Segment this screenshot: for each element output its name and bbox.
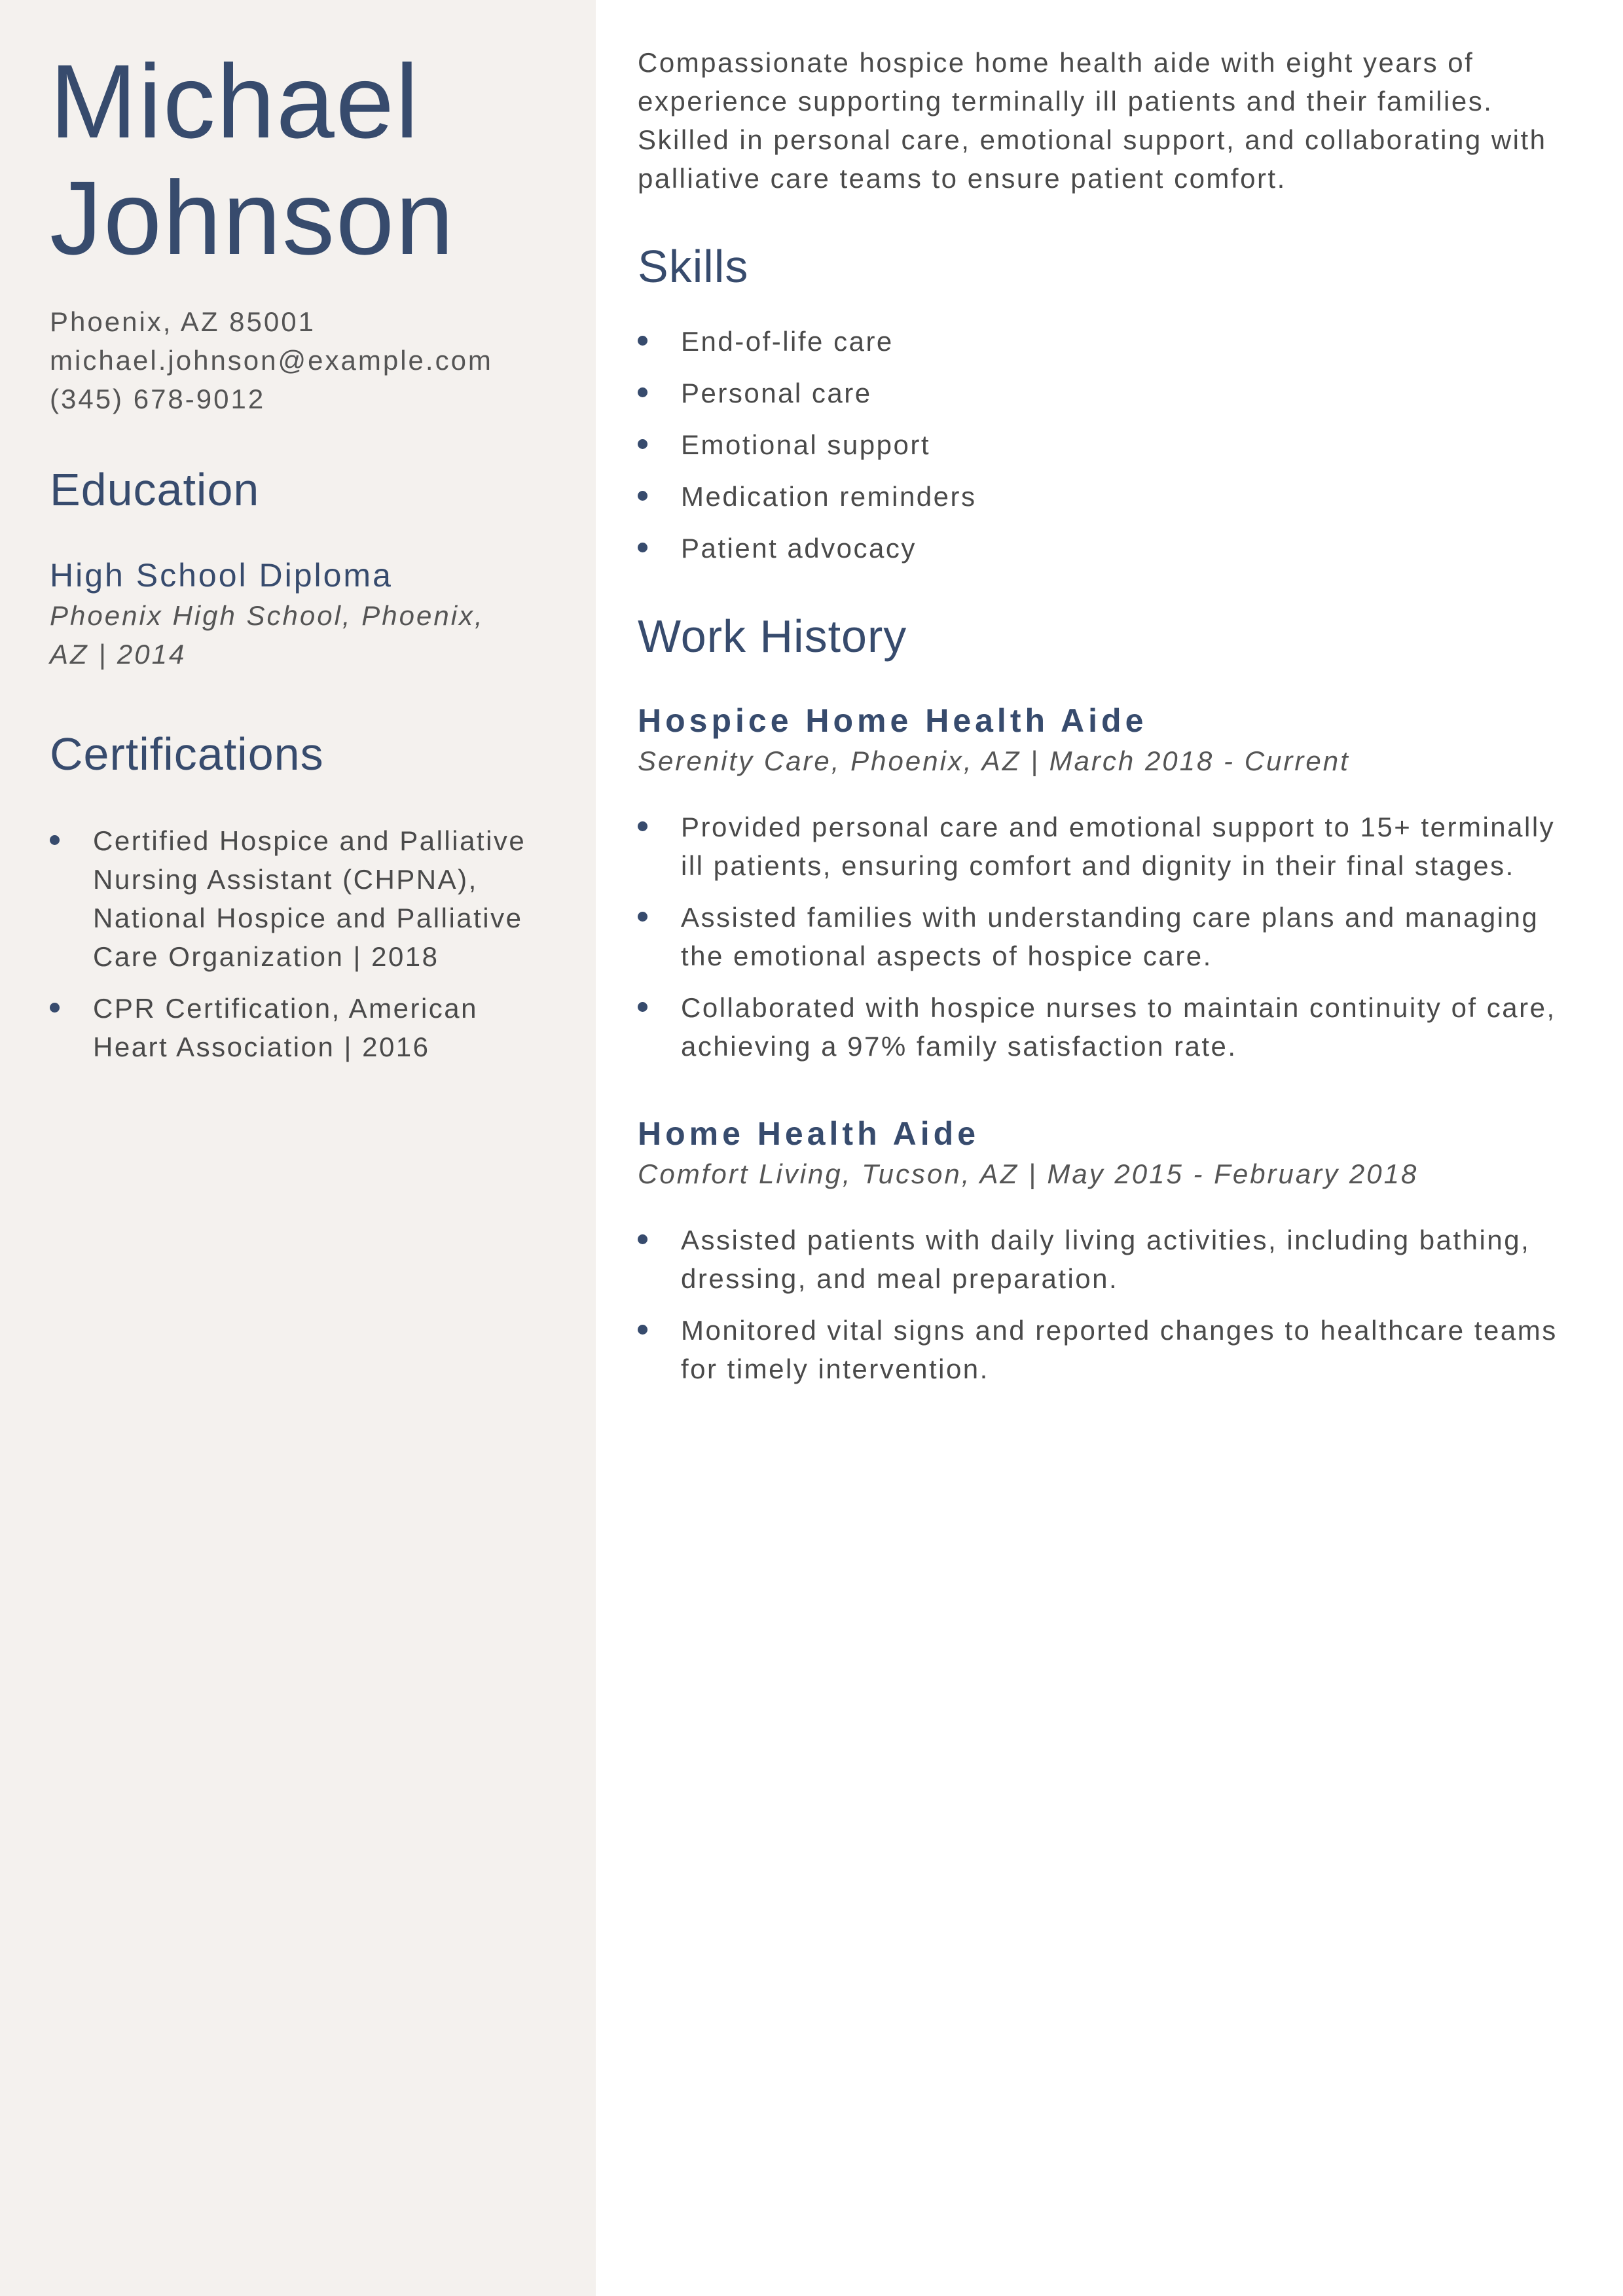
job-bullet-text: Monitored vital signs and reported changes to healthcare teams for timely intervention. (681, 1315, 1558, 1384)
job-bullets (638, 1221, 1580, 1388)
bullet-icon (50, 1003, 60, 1013)
skill-text: Personal care (681, 378, 872, 408)
bullet-icon (638, 387, 647, 397)
certification-item (50, 821, 547, 976)
job-title: Home Health Aide (638, 1115, 980, 1152)
job-bullet-text: Collaborated with hospice nurses to maintain continuity of care, achieving a 97% family satisfaction rate. (681, 992, 1556, 1062)
contact-info (50, 302, 534, 418)
sidebar (0, 0, 596, 2296)
skill-item (638, 529, 1580, 567)
candidate-name (50, 43, 534, 276)
bullet-icon (638, 336, 647, 346)
job-bullets (638, 808, 1580, 1066)
skill-item (638, 425, 1580, 464)
skill-text: Medication reminders (681, 481, 977, 512)
job-title: Hospice Home Health Aide (638, 702, 1148, 739)
education-degree: High School Diploma (50, 557, 393, 594)
skill-item (638, 374, 1580, 412)
contact-phone: (345) 678-9012 (50, 384, 266, 414)
job-bullet (638, 988, 1580, 1066)
skill-item (638, 322, 1580, 361)
job-bullet (638, 808, 1580, 885)
bullet-icon (638, 491, 647, 501)
job-entry (638, 1113, 1580, 1388)
bullet-icon (638, 821, 647, 831)
certifications-list (50, 821, 547, 1066)
job-bullet-text: Assisted patients with daily living activities, including bathing, dressing, and meal preparation. (681, 1225, 1531, 1294)
certification-item (50, 989, 547, 1066)
skill-item (638, 477, 1580, 516)
skills-heading: Skills (638, 241, 749, 292)
contact-email: michael.johnson@example.com (50, 345, 493, 376)
first-name: Michael (50, 43, 420, 160)
job-bullet-text: Assisted families with understanding care plans and managing the emotional aspects of hospice care. (681, 902, 1539, 971)
bullet-icon (638, 439, 647, 449)
skill-text: End-of-life care (681, 326, 894, 357)
job-meta: Comfort Living, Tucson, AZ | May 2015 - February 2018 (638, 1158, 1419, 1189)
certification-text: CPR Certification, American Heart Association | 2016 (93, 993, 479, 1062)
work-history-heading: Work History (638, 611, 907, 662)
job-bullet (638, 1221, 1580, 1298)
job-meta: Serenity Care, Phoenix, AZ | March 2018 - Current (638, 745, 1350, 776)
main-content (638, 43, 1580, 1401)
skills-list (638, 322, 1580, 567)
bullet-icon (638, 1325, 647, 1335)
sidebar-content (50, 43, 534, 1079)
skill-text: Patient advocacy (681, 533, 917, 564)
education-heading: Education (50, 464, 260, 515)
job-bullet (638, 898, 1580, 975)
certifications-heading: Certifications (50, 728, 324, 780)
last-name: Johnson (50, 159, 455, 276)
contact-location: Phoenix, AZ 85001 (50, 306, 316, 337)
bullet-icon (638, 1002, 647, 1012)
education-school: Phoenix High School, Phoenix, AZ | 2014 (50, 600, 484, 670)
certification-text: Certified Hospice and Palliative Nursing Assistant (CHPNA), National Hospice and Palliative Care Organization | 2018 (93, 825, 526, 972)
professional-summary: Compassionate hospice home health aide with eight years of experience supporting terminally ill patients and their families. Skilled in personal care, emotional support, and collaborating with palliative care teams to ensure patient comfort. (638, 47, 1547, 194)
bullet-icon (638, 912, 647, 922)
skill-text: Emotional support (681, 429, 931, 460)
bullet-icon (638, 1234, 647, 1244)
job-bullet (638, 1311, 1580, 1388)
bullet-icon (638, 543, 647, 552)
job-entry (638, 700, 1580, 1066)
job-bullet-text: Provided personal care and emotional support to 15+ terminally ill patients, ensuring comfort and dignity in their final stages. (681, 812, 1556, 881)
bullet-icon (50, 835, 60, 845)
